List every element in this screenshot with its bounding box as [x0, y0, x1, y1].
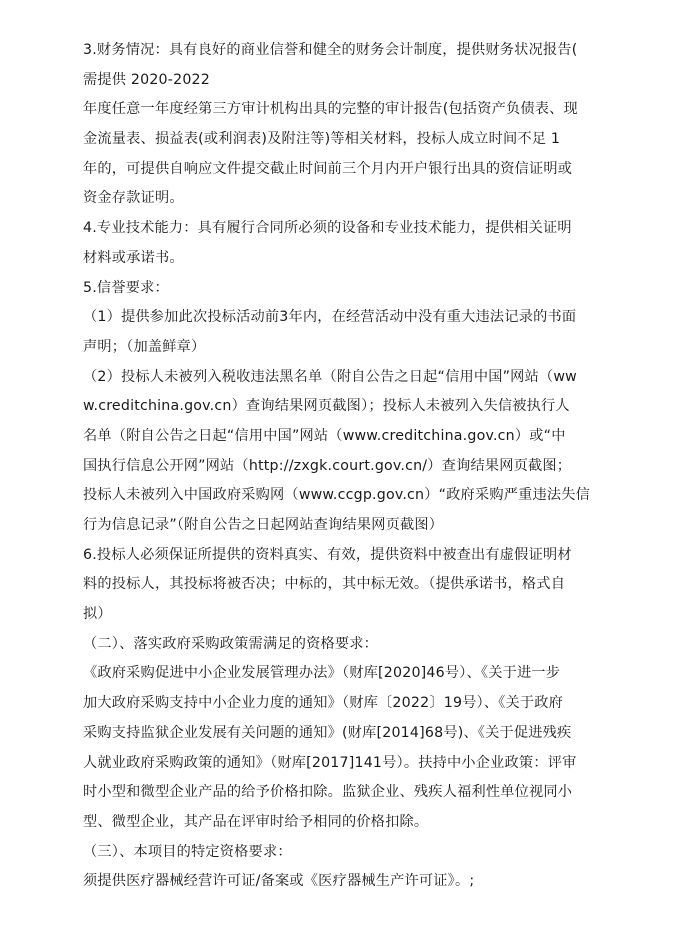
text-line: （二）、落实政府采购政策需满足的资格要求： [83, 635, 379, 652]
text-line: 声明；（加盖鲜章） [83, 338, 206, 355]
text-line: 年度任意一年度经第三方审计机构出具的完整的审计报告(包括资产负债表、现 [83, 101, 578, 118]
text-line: 国执行信息公开网”网站（http://zxgk.court.gov.cn/）查询结果网页截图； [83, 457, 572, 474]
text-line: 4.专业技术能力：具有履行合同所必须的设备和专业技术能力，提供相关证明 [83, 220, 572, 237]
text-line: 5.信誉要求： [83, 279, 169, 296]
text-line: 资金存款证明。 [83, 190, 184, 207]
text-line: 人就业政府采购政策的通知》（财库[2017]141号）。扶持中小企业政策：评审 [83, 754, 577, 771]
text-line: 投标人未被列入中国政府采购网（www.ccgp.gov.cn）“政府采购严重违法失信 [83, 487, 591, 504]
text-line: 采购支持监狱企业发展有关问题的通知》(财库[2014]68号)、《关于促进残疾 [83, 724, 572, 741]
text-line: 材料或承诺书。 [83, 249, 184, 266]
text-line: 名单（附自公告之日起“信用中国”网站（www.creditchina.gov.cn）或“中 [83, 427, 566, 444]
text-line: （2）投标人未被列入税收违法黑名单（附自公告之日起“信用中国”网站（ww [83, 368, 577, 385]
text-line: 《政府采购促进中小企业发展管理办法》（财库[2020]46号）、《关于进一步 [83, 665, 561, 682]
text-line: 6.投标人必须保证所提供的资料真实、有效，提供资料中被查出有虚假证明材 [83, 546, 572, 563]
text-line: w.creditchina.gov.cn）查询结果网页截图）；投标人未被列入失信被执行人 [83, 398, 570, 415]
text-line: （三）、本项目的特定资格要求： [83, 843, 292, 860]
text-line: 时小型和微型企业产品的给予价格扣除。监狱企业、残疾人福利性单位视同小 [83, 784, 573, 801]
text-line: 金流量表、损益表(或利润表)及附注等)等相关材料，投标人成立时间不足 1 [83, 131, 561, 148]
text-line: 需提供 2020-2022 [83, 71, 211, 88]
text-line: 须提供医疗器械经营许可证/备案或《医疗器械生产许可证》。; [83, 873, 475, 890]
text-line: 行为信息记录”（附自公告之日起网站查询结果网页截图） [83, 517, 444, 533]
text-line: 3.财务情况：具有良好的商业信誉和健全的财务会计制度，提供财务状况报告( [83, 42, 578, 58]
document-body [83, 36, 613, 897]
text-line: 型、微型企业，其产品在评审时给予相同的价格扣除。 [83, 813, 429, 830]
text-line: 年的，可提供自响应文件提交截止时间前三个月内开户银行出具的资信证明或 [83, 160, 573, 177]
text-line: （1）提供参加此次投标活动前3年内，在经营活动中没有重大违法记录的书面 [83, 309, 577, 326]
text-line: 料的投标人，其投标将被否决；中标的，其中标无效。（提供承诺书，格式自 [83, 576, 566, 593]
text-line: 加大政府采购支持中小企业力度的通知》（财库〔2022〕19号）、《关于政府 [83, 695, 564, 712]
text-line: 拟） [83, 606, 112, 623]
